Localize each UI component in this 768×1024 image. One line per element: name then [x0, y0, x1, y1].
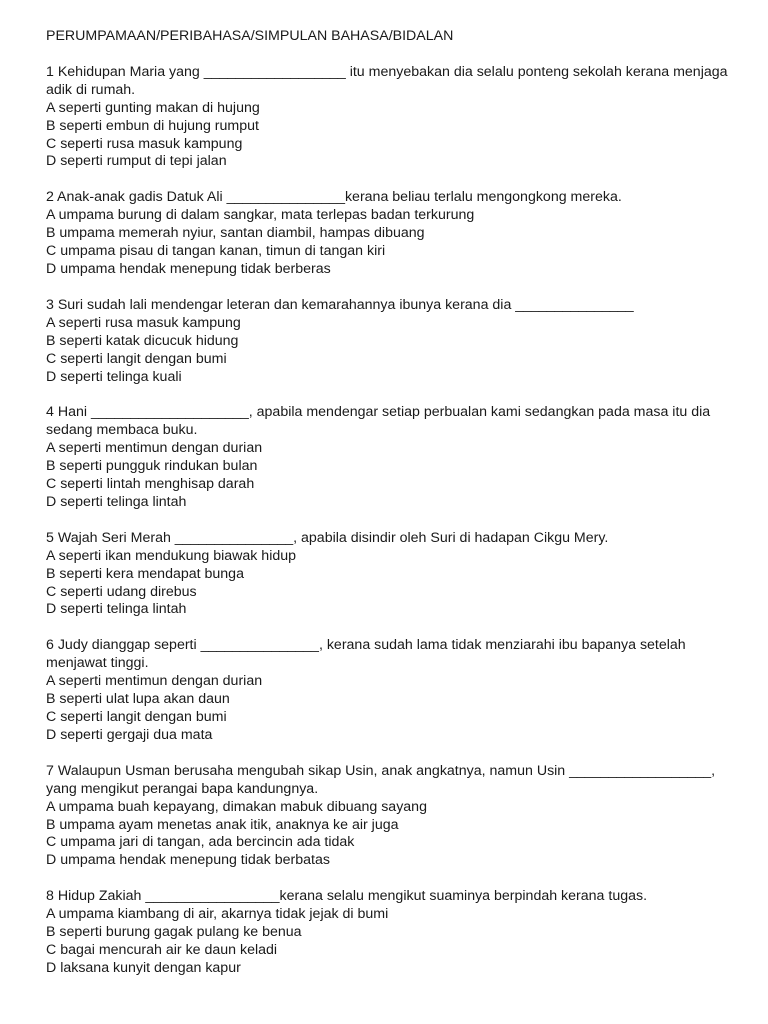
option-c: C bagai mencurah air ke daun keladi: [46, 941, 278, 958]
question-stem: 5 Wajah Seri Merah _______________, apabila disindir oleh Suri di hadapan Cikgu Mery.: [46, 529, 609, 546]
option-d: D laksana kunyit dengan kapur: [46, 959, 241, 976]
option-d: D seperti telinga kuali: [46, 368, 182, 385]
option-a: A seperti ikan mendukung biawak hidup: [46, 547, 297, 564]
question-stem: 1 Kehidupan Maria yang __________________ itu menyebakan dia selalu ponteng sekolah kerana menjaga adik di rumah.: [46, 63, 732, 98]
question-4: [46, 404, 728, 511]
option-c: C umpama pisau di tangan kanan, timun di tangan kiri: [46, 243, 386, 260]
option-a: A umpama buah kepayang, dimakan mabuk dibuang sayang: [46, 798, 427, 815]
option-b: B seperti katak dicucuk hidung: [46, 332, 239, 349]
question-7: [46, 763, 728, 870]
question-5: [46, 530, 728, 620]
question-stem: 6 Judy dianggap seperti _______________, kerana sudah lama tidak menziarahi ibu bapanya setelah menjawat tinggi.: [46, 637, 690, 672]
option-d: D seperti telinga lintah: [46, 493, 187, 510]
option-c: C seperti lintah menghisap darah: [46, 476, 255, 493]
question-8: [46, 888, 728, 978]
question-stem: 7 Walaupun Usman berusaha mengubah sikap Usin, anak angkatnya, namun Usin __________________, yang mengikut perangai bapa kandungnya.: [46, 762, 720, 797]
option-b: B seperti ulat lupa akan daun: [46, 691, 230, 708]
option-d: D umpama hendak menepung tidak berberas: [46, 260, 331, 277]
option-b: B seperti embun di hujung rumput: [46, 117, 259, 134]
question-2: [46, 189, 728, 279]
option-d: D seperti telinga lintah: [46, 601, 187, 618]
question-3: [46, 297, 728, 387]
option-a: A seperti mentimun dengan durian: [46, 440, 263, 457]
option-c: C seperti langit dengan bumi: [46, 350, 227, 367]
option-b: B seperti pungguk rindukan bulan: [46, 458, 258, 475]
option-b: B umpama memerah nyiur, santan diambil, hampas dibuang: [46, 225, 425, 242]
option-a: A seperti gunting makan di hujung: [46, 99, 260, 116]
question-6: [46, 637, 728, 744]
question-stem: 3 Suri sudah lali mendengar leteran dan kemarahannya ibunya kerana dia _______________: [46, 296, 634, 313]
option-c: C seperti udang direbus: [46, 583, 197, 600]
question-1: [46, 63, 732, 171]
option-d: D seperti gergaji dua mata: [46, 726, 213, 743]
option-c: C umpama jari di tangan, ada bercincin ada tidak: [46, 834, 355, 851]
option-a: A umpama kiambang di air, akarnya tidak jejak di bumi: [46, 906, 389, 923]
question-stem: 2 Anak-anak gadis Datuk Ali _______________kerana beliau terlalu mengongkong mereka.: [46, 189, 622, 206]
option-a: A seperti mentimun dengan durian: [46, 673, 263, 690]
option-b: B seperti kera mendapat bunga: [46, 565, 244, 582]
option-c: C seperti rusa masuk kampung: [46, 135, 243, 152]
option-d: D seperti rumput di tepi jalan: [46, 153, 227, 170]
question-stem: 8 Hidup Zakiah _________________kerana selalu mengikut suaminya berpindah kerana tugas.: [46, 888, 648, 905]
option-c: C seperti langit dengan bumi: [46, 709, 227, 725]
option-b: B umpama ayam menetas anak itik, anaknya ke air juga: [46, 816, 399, 833]
option-a: A umpama burung di dalam sangkar, mata terlepas badan terkurung: [46, 207, 475, 224]
option-b: B seperti burung gagak pulang ke benua: [46, 924, 302, 941]
page-title: PERUMPAMAAN/PERIBAHASA/SIMPULAN BAHASA/BIDALAN: [46, 28, 454, 44]
question-stem: 4 Hani ____________________, apabila mendengar setiap perbualan kami sedangkan pada masa itu dia sedang membaca buku.: [46, 404, 715, 439]
option-d: D umpama hendak menepung tidak berbatas: [46, 852, 330, 869]
option-a: A seperti rusa masuk kampung: [46, 314, 241, 331]
